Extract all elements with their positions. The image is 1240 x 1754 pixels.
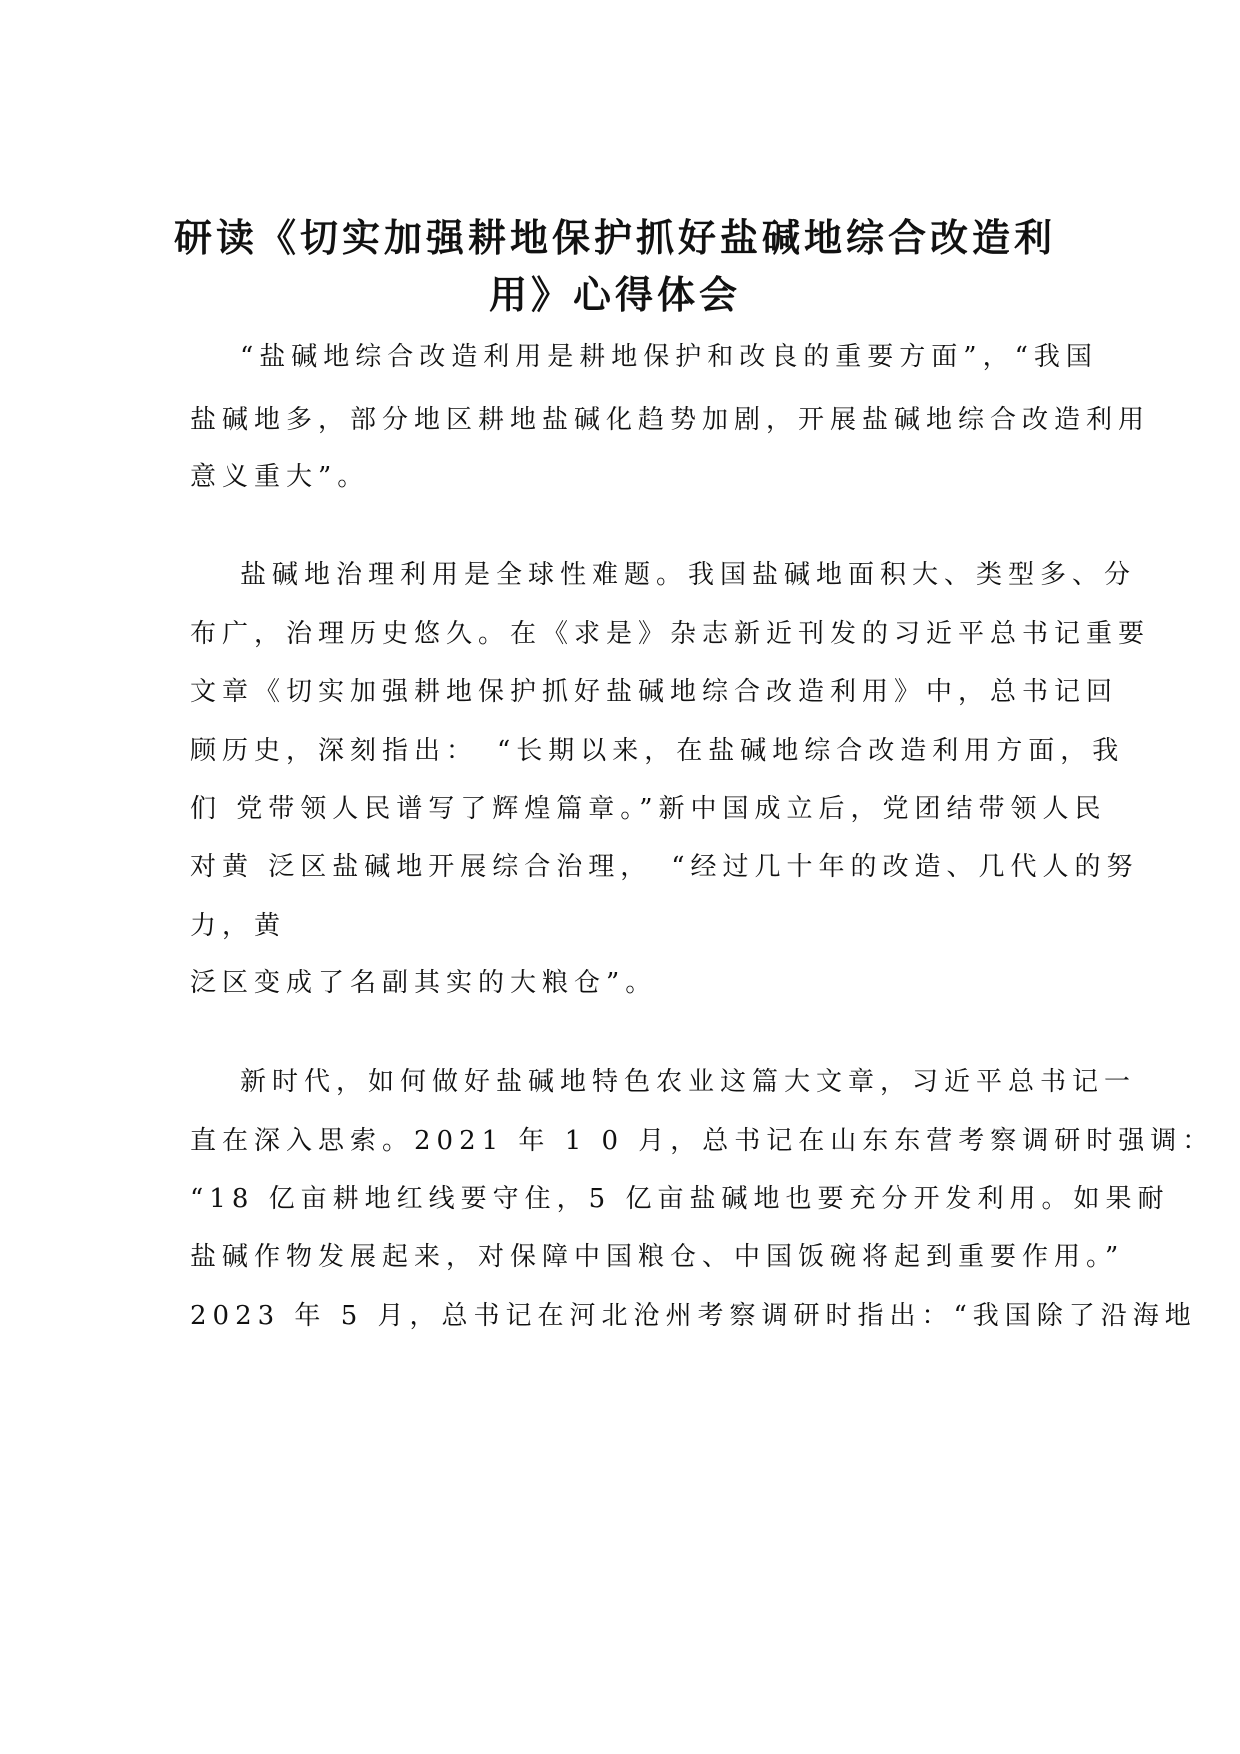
paragraph-2-line-6: 对黄 泛区盐碱地开展综合治理， “经过几十年的改造、几代人的努 [190,852,1139,882]
document-title-line-1: 研读《切实加强耕地保护抓好盐碱地综合改造利 [173,216,1056,260]
paragraph-3-line-4: 盐碱作物发展起来，对保障中国粮仓、中国饭碗将起到重要作用。” [190,1242,1125,1272]
paragraph-1-line-3: 意义重大”。 [190,462,370,492]
paragraph-3-line-3: “18 亿亩耕地红线要守住，5 亿亩盐碱地也要充分开发利用。如果耐 [190,1184,1170,1214]
paragraph-2-line-2: 布广，治理历史悠久。在《求是》杂志新近刊发的习近平总书记重要 [190,619,1151,649]
paragraph-3-line-2: 直在深入思索。2021 年 1 0 月，总书记在山东东营考察调研时强调： [190,1126,1215,1156]
paragraph-2-line-3: 文章《切实加强耕地保护抓好盐碱地综合改造利用》中，总书记回 [190,677,1119,707]
paragraph-2-line-5: 们 党带领人民谱写了辉煌篇章。”新中国成立后，党团结带领人民 [190,794,1107,824]
paragraph-2-line-4: 顾历史，深刻指出： “长期以来，在盐碱地综合改造利用方面，我 [190,736,1125,766]
paragraph-2-line-7: 力，黄 [190,911,287,941]
paragraph-1-line-2: 盐碱地多，部分地区耕地盐碱化趋势加剧，开展盐碱地综合改造利用 [190,405,1151,435]
paragraph-2-line-8: 泛区变成了名副其实的大粮仓”。 [190,968,658,998]
paragraph-1-line-1: “盐碱地综合改造利用是耕地保护和改良的重要方面”，“我国 [240,342,1098,372]
paragraph-2-line-1: 盐碱地治理利用是全球性难题。我国盐碱地面积大、类型多、分 [240,560,1137,590]
document-title-line-2: 用》心得体会 [488,273,741,317]
paragraph-3-line-5: 2023 年 5 月，总书记在河北沧州考察调研时指出：“我国除了沿海地 [190,1301,1197,1331]
paragraph-3-line-1: 新时代，如何做好盐碱地特色农业这篇大文章，习近平总书记一 [240,1067,1137,1097]
